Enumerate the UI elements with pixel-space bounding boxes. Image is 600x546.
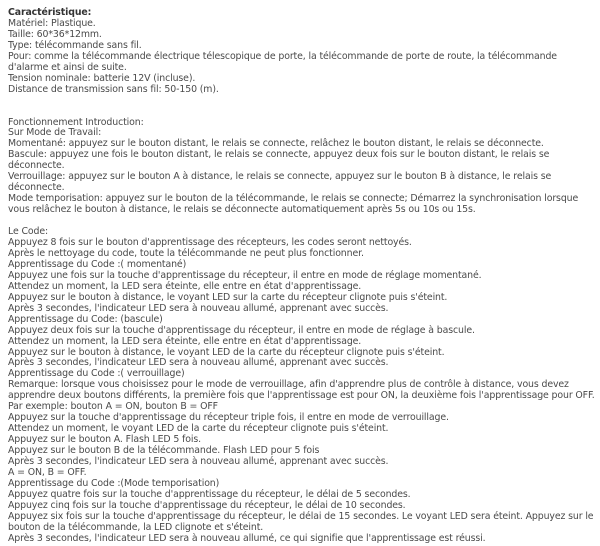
section-heading: Caractéristique: [8,7,92,18]
spacer [8,216,596,227]
intro-line: Verrouillage: appuyez sur le bouton A à distance, le relais se connecte, appuyez sur le bouton B à distance, le relais se déconnecte. [8,171,554,194]
spec-line: Type: télécommande sans fil. [8,39,142,51]
code-line: Après le nettoyage du code, toute la télécommande ne peut plus fonctionner. [8,247,364,259]
code-line: Apprentissage du Code: (bascule) [8,313,163,325]
specs-section [8,19,596,96]
intro-line: Fonctionnement Introduction: [8,116,144,128]
intro-section [8,118,596,217]
code-line: Attendez un moment, la LED sera éteinte, elle entre en état d'apprentissage. [8,335,362,347]
spacer [8,96,596,107]
code-line: Appuyez sur le bouton à distance, le voyant LED de la carte du récepteur clignote puis s'éteint. [8,346,445,358]
code-line: Appuyez sur le bouton à distance, le voyant LED sur la carte du récepteur clignote puis s'éteint. [8,291,448,303]
spec-line: Taille: 60*36*12mm. [8,28,102,40]
code-line: Appuyez cinq fois sur la touche d'apprentissage du récepteur, le délai de 10 secondes. [8,499,406,511]
code-line: Attendez un moment, la LED sera éteinte, elle entre en état d'apprentissage. [8,280,362,292]
code-line: A = ON, B = OFF. [8,466,87,478]
intro-line: Bascule: appuyez une fois le bouton distant, le relais se connecte, appuyez deux fois sur le bouton distant, le relais se déconnecte. [8,149,553,172]
code-line: Appuyez sur le bouton B de la télécommande. Flash LED pour 5 fois [8,445,320,457]
spec-line: Matériel: Plastique. [8,17,96,29]
code-line: Par exemple: bouton A = ON, bouton B = OFF [8,401,218,413]
code-line: Après 3 secondes, l'indicateur LED sera à nouveau allumé, ce qui signifie que l'apprentissage est réussi. [8,532,486,544]
code-section [8,227,596,545]
code-line: Après 3 secondes, l'indicateur LED sera à nouveau allumé, apprenant avec succès. [8,302,389,314]
intro-line: Sur Mode de Travail: [8,127,102,139]
intro-line: Mode temporisation: appuyez sur le bouton de la télécommande, le relais se connecte; Démarrez la synchronisation lorsque vous relâchez le bouton à distance, le relais se déconnecte automatiquement après 5s ou 10s ou 15s. [8,193,581,216]
product-description [8,8,596,545]
code-line: Attendez un moment, le voyant LED de la carte du récepteur clignote puis s'éteint. [8,423,389,435]
code-line: Appuyez quatre fois sur la touche d'apprentissage du récepteur, le délai de 5 secondes. [8,488,411,500]
code-line: Appuyez une fois sur la touche d'apprentissage du récepteur, il entre en mode de réglage momentané. [8,269,482,281]
code-line: Appuyez six fois sur la touche d'apprentissage du récepteur, le délai de 15 secondes. Le voyant LED sera éteint. Appuyez sur le bouton de la télécommande, la LED clignote et s'éteint. [8,510,597,533]
code-line: Remarque: lorsque vous choisissez pour le mode de verrouillage, afin d'apprendre plus de contrôle à distance, vous devez apprendre deux boutons différents, la première fois que l'apprentissage est pour ON, la deuxième fois l'apprentissage pour OFF. [8,379,595,402]
code-line: Après 3 secondes, l'indicateur LED sera à nouveau allumé, apprenant avec succès. [8,357,389,369]
spec-line: Pour: comme la télécommande électrique télescopique de porte, la télécommande de porte de route, la télécommande d'alarme et ainsi de suite. [8,50,560,73]
code-line: Apprentissage du Code :( momentané) [8,258,187,270]
code-line: Appuyez sur la touche d'apprentissage du récepteur triple fois, il entre en mode de verrouillage. [8,412,449,424]
code-line: Appuyez 8 fois sur le bouton d'apprentissage des récepteurs, les codes seront nettoyés. [8,236,412,248]
code-line: Après 3 secondes, l'indicateur LED sera à nouveau allumé, apprenant avec succès. [8,456,389,468]
spacer [8,107,596,118]
spec-line: Tension nominale: batterie 12V (incluse). [8,72,196,84]
intro-line: Momentané: appuyez sur le bouton distant, le relais se connecte, relâchez le bouton distant, le relais se déconnecte. [8,138,544,150]
code-line: Apprentissage du Code :(Mode temporisation) [8,477,220,489]
code-line: Le Code: [8,226,49,238]
code-line: Apprentissage du Code :( verrouillage) [8,368,185,380]
spec-line: Distance de transmission sans fil: 50-150 (m). [8,83,219,95]
code-line: Appuyez sur le bouton A. Flash LED 5 fois. [8,434,201,446]
code-line: Appuyez deux fois sur la touche d'apprentissage du récepteur, il entre en mode de réglage à bascule. [8,324,475,336]
